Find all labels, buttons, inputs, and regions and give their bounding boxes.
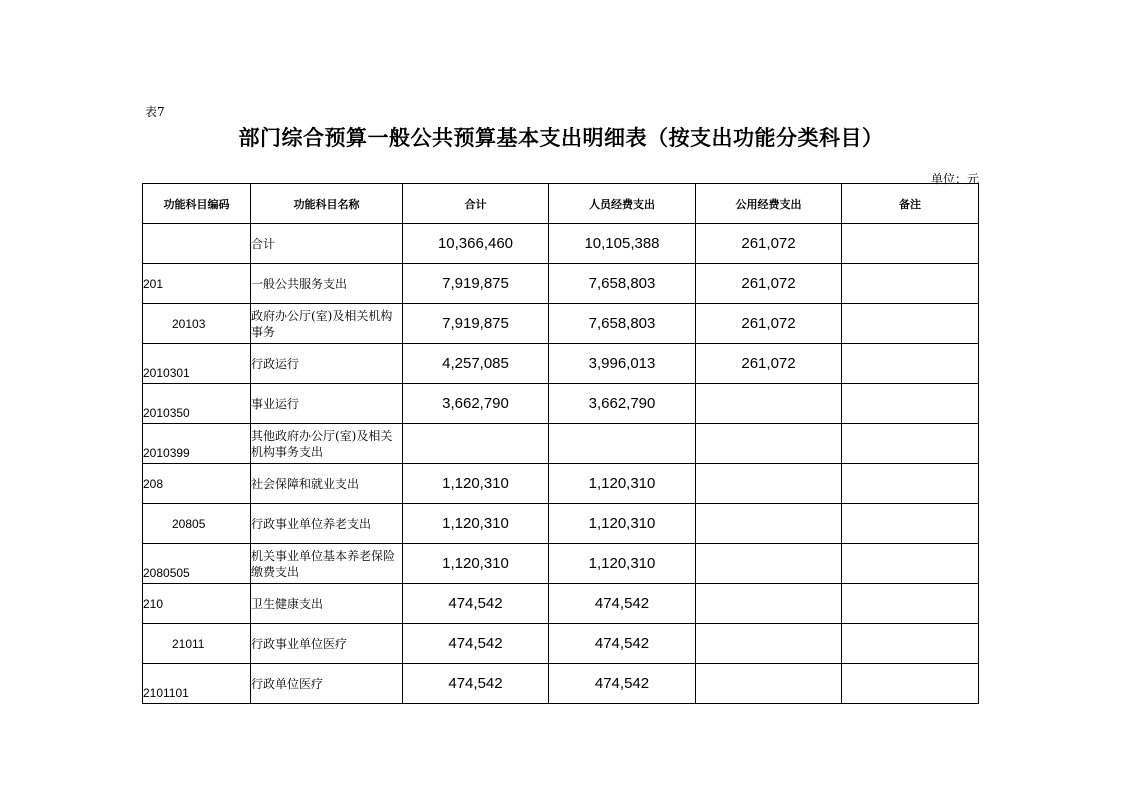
cell-remark <box>842 504 979 544</box>
cell-remark <box>842 224 979 264</box>
cell-public <box>696 384 842 424</box>
cell-remark <box>842 664 979 704</box>
cell-total: 474,542 <box>403 664 549 704</box>
header-personnel: 人员经费支出 <box>549 184 696 224</box>
table-row <box>143 384 979 424</box>
cell-personnel: 3,662,790 <box>549 384 696 424</box>
cell-public <box>696 664 842 704</box>
cell-name: 政府办公厅(室)及相关机构事务 <box>251 304 403 344</box>
table-row <box>143 344 979 384</box>
cell-public: 261,072 <box>696 264 842 304</box>
cell-code: 208 <box>143 464 251 504</box>
cell-code: 2010350 <box>143 384 251 424</box>
cell-code: 20103 <box>143 304 251 344</box>
cell-total: 474,542 <box>403 624 549 664</box>
cell-remark <box>842 464 979 504</box>
cell-public <box>696 504 842 544</box>
cell-total: 7,919,875 <box>403 304 549 344</box>
table-row <box>143 664 979 704</box>
cell-name: 卫生健康支出 <box>251 584 403 624</box>
cell-personnel: 10,105,388 <box>549 224 696 264</box>
cell-public: 261,072 <box>696 224 842 264</box>
header-public: 公用经费支出 <box>696 184 842 224</box>
cell-name: 社会保障和就业支出 <box>251 464 403 504</box>
page-title: 部门综合预算一般公共预算基本支出明细表（按支出功能分类科目） <box>238 126 884 150</box>
cell-name: 行政单位医疗 <box>251 664 403 704</box>
cell-personnel: 3,996,013 <box>549 344 696 384</box>
cell-remark <box>842 584 979 624</box>
cell-code: 2101101 <box>143 664 251 704</box>
cell-public <box>696 584 842 624</box>
cell-total: 1,120,310 <box>403 464 549 504</box>
cell-total: 4,257,085 <box>403 344 549 384</box>
cell-code: 2080505 <box>143 544 251 584</box>
table-row <box>143 304 979 344</box>
cell-total: 1,120,310 <box>403 504 549 544</box>
unit-label: 单位：元 <box>930 172 979 186</box>
cell-remark <box>842 384 979 424</box>
header-remark: 备注 <box>842 184 979 224</box>
cell-public <box>696 424 842 464</box>
table-row <box>143 624 979 664</box>
cell-name: 合计 <box>251 224 403 264</box>
cell-code: 201 <box>143 264 251 304</box>
cell-name: 事业运行 <box>251 384 403 424</box>
cell-remark <box>842 544 979 584</box>
cell-public <box>696 464 842 504</box>
cell-personnel: 1,120,310 <box>549 544 696 584</box>
cell-name: 一般公共服务支出 <box>251 264 403 304</box>
cell-remark <box>842 304 979 344</box>
table-row <box>143 544 979 584</box>
cell-public: 261,072 <box>696 344 842 384</box>
cell-remark <box>842 264 979 304</box>
table-row <box>143 584 979 624</box>
table-number: 表7 <box>145 105 165 119</box>
cell-code <box>143 224 251 264</box>
header-name: 功能科目名称 <box>251 184 403 224</box>
header-code: 功能科目编码 <box>143 184 251 224</box>
cell-total: 7,919,875 <box>403 264 549 304</box>
budget-table <box>142 183 979 704</box>
table-row <box>143 464 979 504</box>
cell-name: 行政事业单位医疗 <box>251 624 403 664</box>
cell-personnel: 1,120,310 <box>549 504 696 544</box>
table-row <box>143 504 979 544</box>
cell-public <box>696 544 842 584</box>
cell-code: 21011 <box>143 624 251 664</box>
cell-code: 210 <box>143 584 251 624</box>
cell-name: 其他政府办公厅(室)及相关机构事务支出 <box>251 424 403 464</box>
cell-remark <box>842 344 979 384</box>
cell-remark <box>842 424 979 464</box>
table-row <box>143 224 979 264</box>
header-row <box>143 184 979 224</box>
cell-total: 3,662,790 <box>403 384 549 424</box>
cell-remark <box>842 624 979 664</box>
cell-personnel: 7,658,803 <box>549 304 696 344</box>
header-total: 合计 <box>403 184 549 224</box>
cell-personnel: 474,542 <box>549 664 696 704</box>
cell-total <box>403 424 549 464</box>
cell-public <box>696 624 842 664</box>
cell-code: 2010399 <box>143 424 251 464</box>
cell-name: 行政运行 <box>251 344 403 384</box>
cell-code: 2010301 <box>143 344 251 384</box>
cell-personnel: 7,658,803 <box>549 264 696 304</box>
cell-total: 1,120,310 <box>403 544 549 584</box>
cell-code: 20805 <box>143 504 251 544</box>
table-row <box>143 424 979 464</box>
cell-personnel: 474,542 <box>549 584 696 624</box>
cell-name: 行政事业单位养老支出 <box>251 504 403 544</box>
cell-public: 261,072 <box>696 304 842 344</box>
cell-name: 机关事业单位基本养老保险缴费支出 <box>251 544 403 584</box>
cell-personnel <box>549 424 696 464</box>
cell-total: 474,542 <box>403 584 549 624</box>
cell-personnel: 1,120,310 <box>549 464 696 504</box>
table-row <box>143 264 979 304</box>
cell-personnel: 474,542 <box>549 624 696 664</box>
cell-total: 10,366,460 <box>403 224 549 264</box>
